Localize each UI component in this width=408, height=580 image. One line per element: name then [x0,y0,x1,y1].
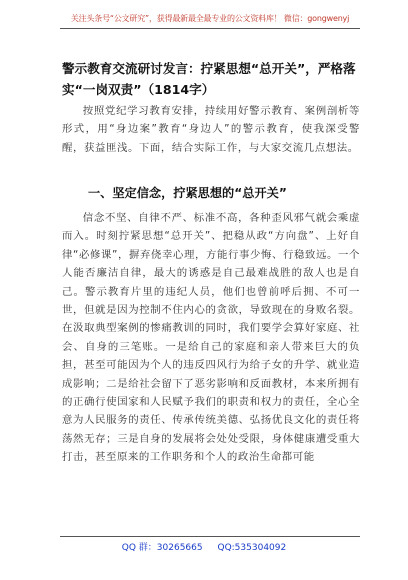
section-paragraph: 信念不坚、自律不严、标准不高，各种歪风邪气就会乘虚而入。时刻拧紧思想“总开关”、把稳从政“方向盘”、上好自律“必修课”，摒弃侥幸心理，方能行事少悔、行稳致远。一个人能否廉洁自律，最大的诱惑是自己最难战胜的敌人也是自己。警示教育片里的违纪人员，他们也曾前呼后拥、不可一世，但就是因为控制不住内心的贪欲，导致现在的身败名裂。在汲取典型案例的惨痛教训的同时，我们要学会算好家庭、社会、自身的三笔账。一是给自己的家庭和亲人带来巨大的负担，甚至可能因为个人的违反四风行为给子女的升学、就业造成影响；二是给社会留下了恶劣影响和反面教材，本来所拥有的正确行使国家和人民赋予我们的职责和权力的责任，全心全意为人民服务的责任、传承传统美德、弘扬优良文化的责任将荡然无存；三是自身的发展将会处处受限，身体健康遭受重大打击，甚至原来的工作职务和个人的政治生命都可能 [62,212,360,464]
footer-divider [60,536,360,537]
header-note: 关注头条号“公文研究”，获得最新最全最专业的公文资料库！ 微信：gongwenyj [70,14,350,23]
header-divider [60,28,360,29]
footer-qq: QQ:535304092 [217,543,287,553]
document-title: 警示教育交流研讨发言：拧紧思想“总开关”，严格落实“一岗双责”（1814字） [62,61,356,97]
footer-qq-group: QQ 群：30265665 [121,543,203,553]
footer [0,540,408,553]
intro-paragraph: 按照党纪学习教育安排，持续用好警示教育、案例剖析等形式，用“身边案”教育“身边人”的警示教育，使我深受警醒，获益匪浅。下面，结合实际工作，与大家交流几点想法。 [62,105,360,154]
section-heading: 一、坚定信念，拧紧思想的“总开关” [88,186,287,200]
